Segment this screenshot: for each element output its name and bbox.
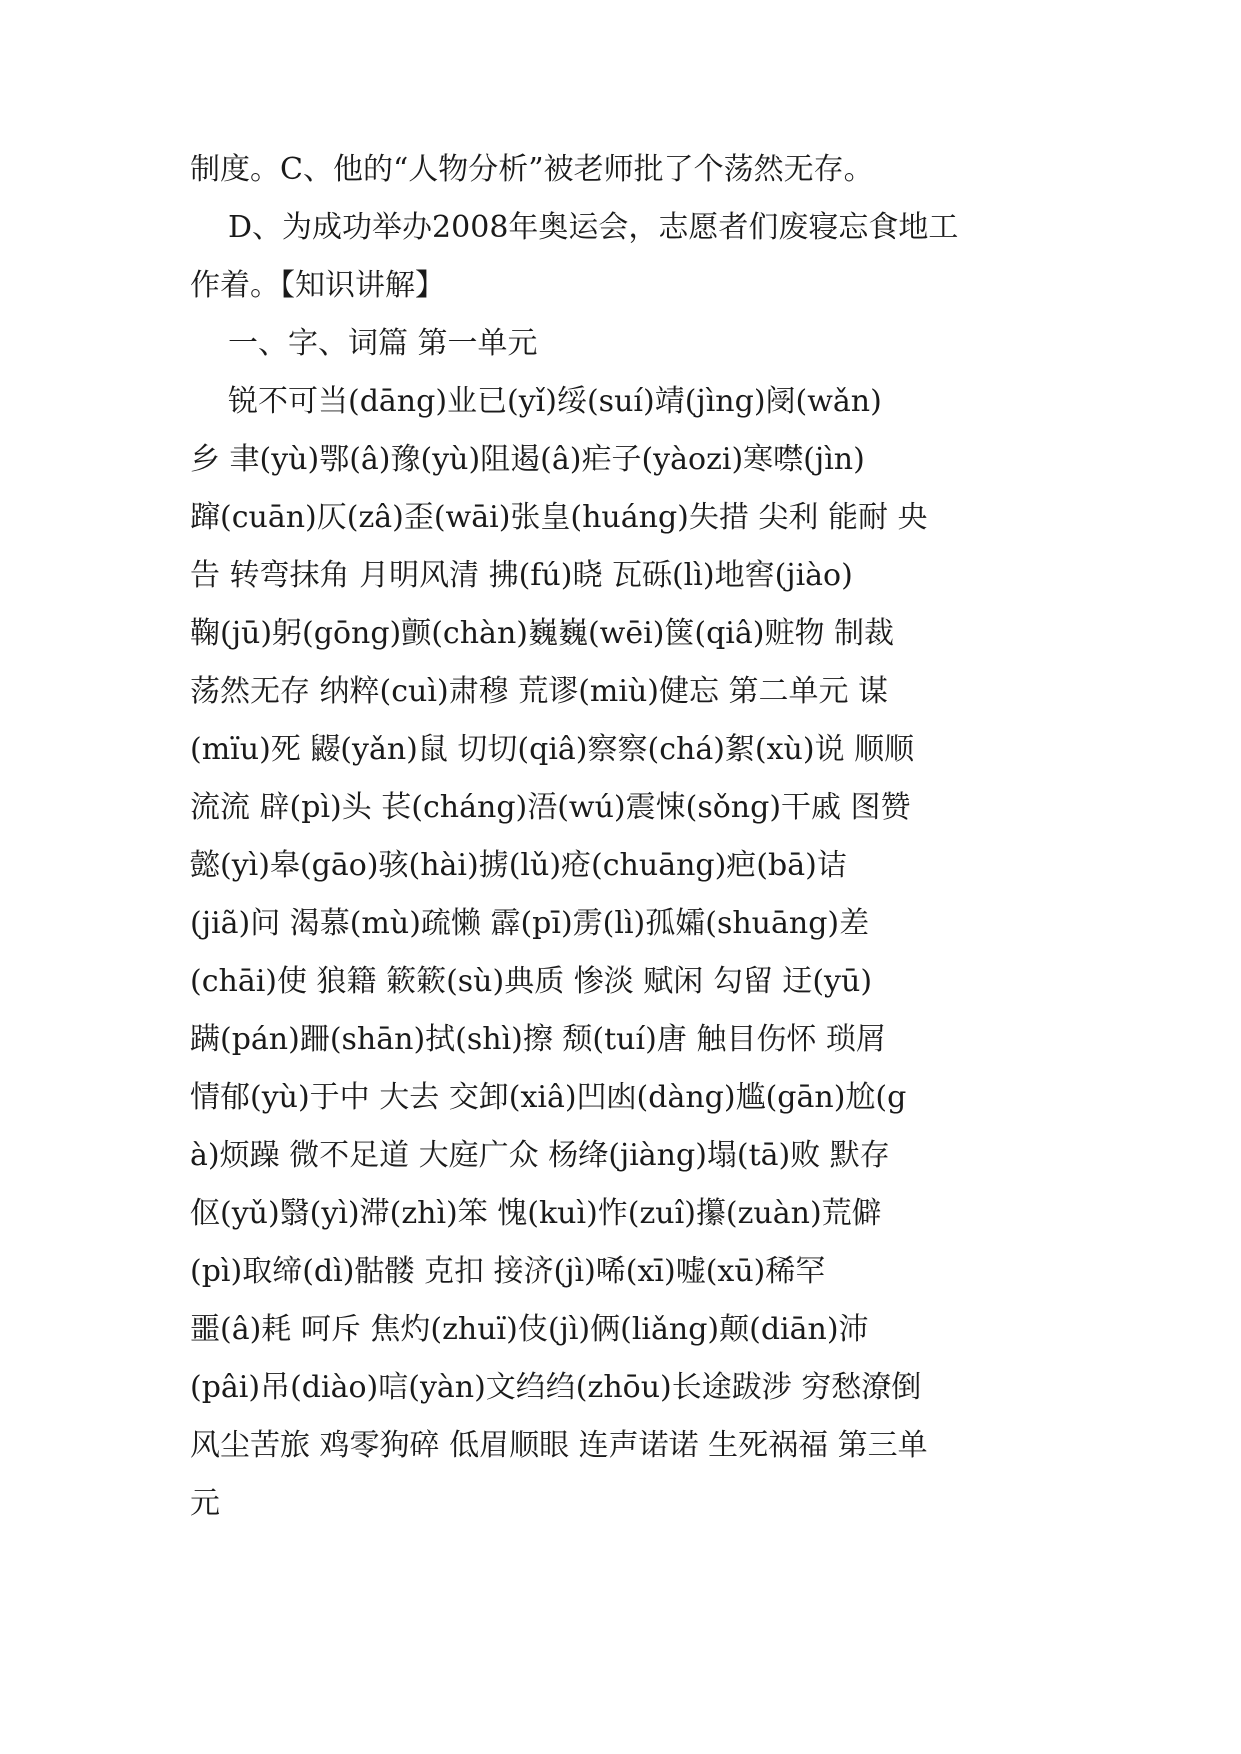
- text-line: à)烦躁 微不足道 大庭广众 杨绛(jiàng)塌(tā)败 默存: [190, 1138, 890, 1173]
- unit-heading: 一、字、词篇 第一单元: [228, 326, 538, 361]
- text-line: (jiã)问 渴慕(mù)疏懒 霹(pī)雳(lì)孤孀(shuāng)差: [190, 906, 870, 941]
- text-line: D、为成功举办2008年奥运会，志愿者们废寝忘食地工: [228, 210, 959, 245]
- text-line: (pâi)吊(diào)唁(yàn)文绉绉(zhōu)长途跋涉 穷愁潦倒: [190, 1370, 922, 1405]
- text-line: (pì)取缔(dì)骷髅 克扣 接济(jì)唏(xī)嘘(xū)稀罕: [190, 1254, 826, 1289]
- text-line: (chāi)使 狼籍 簌簌(sù)典质 惨淡 赋闲 勾留 迂(yū): [190, 964, 873, 999]
- text-line: 伛(yǔ)翳(yì)滞(zhì)笨 愧(kuì)怍(zuî)攥(zuàn)荒僻: [190, 1196, 882, 1231]
- text-line: 荡然无存 纳粹(cuì)肃穆 荒谬(miù)健忘 第二单元 谋: [190, 674, 889, 709]
- text-line: 锐不可当(dāng)业已(yǐ)绥(suí)靖(jìng)阌(wǎn): [228, 384, 882, 419]
- text-line: 告 转弯抹角 月明风清 拂(fú)晓 瓦砾(lì)地窖(jiào): [190, 558, 853, 593]
- text-line: 蹿(cuān)仄(zâ)歪(wāi)张皇(huáng)失措 尖利 能耐 央: [190, 500, 928, 535]
- text-line: 情郁(yù)于中 大去 交卸(xiâ)凹凼(dàng)尴(gān)尬(g: [190, 1080, 907, 1115]
- section-heading-line: 作着。【知识讲解】: [190, 268, 445, 303]
- text-line: 鞠(jū)躬(gōng)颤(chàn)巍巍(wēi)箧(qiâ)赃物 制裁: [190, 616, 895, 651]
- text-line: (mïu)死 鼹(yǎn)鼠 切切(qiâ)察察(chá)絮(xù)说 顺顺: [190, 732, 915, 767]
- text-line: 噩(â)耗 呵斥 焦灼(zhuï)伎(jì)俩(liǎng)颠(diān)沛: [190, 1312, 869, 1347]
- text-line: 流流 辟(pì)头 苌(cháng)浯(wú)震悚(sǒng)干戚 图赞: [190, 790, 911, 825]
- text-line: 制度。C、他的“人物分析”被老师批了个荡然无存。: [190, 152, 874, 187]
- text-line: 懿(yì)皋(gāo)骇(hài)掳(lǔ)疮(chuāng)疤(bā)诘: [190, 848, 847, 883]
- text-line: 蹒(pán)跚(shān)拭(shì)擦 颓(tuí)唐 触目伤怀 琐屑: [190, 1022, 886, 1057]
- text-line: 风尘苦旅 鸡零狗碎 低眉顺眼 连声诺诺 生死祸福 第三单: [190, 1428, 928, 1463]
- text-line: 元: [190, 1486, 220, 1521]
- text-line: 乡 聿(yù)鄂(â)豫(yù)阻遏(â)疟子(yàozi)寒噤(jìn): [190, 442, 865, 477]
